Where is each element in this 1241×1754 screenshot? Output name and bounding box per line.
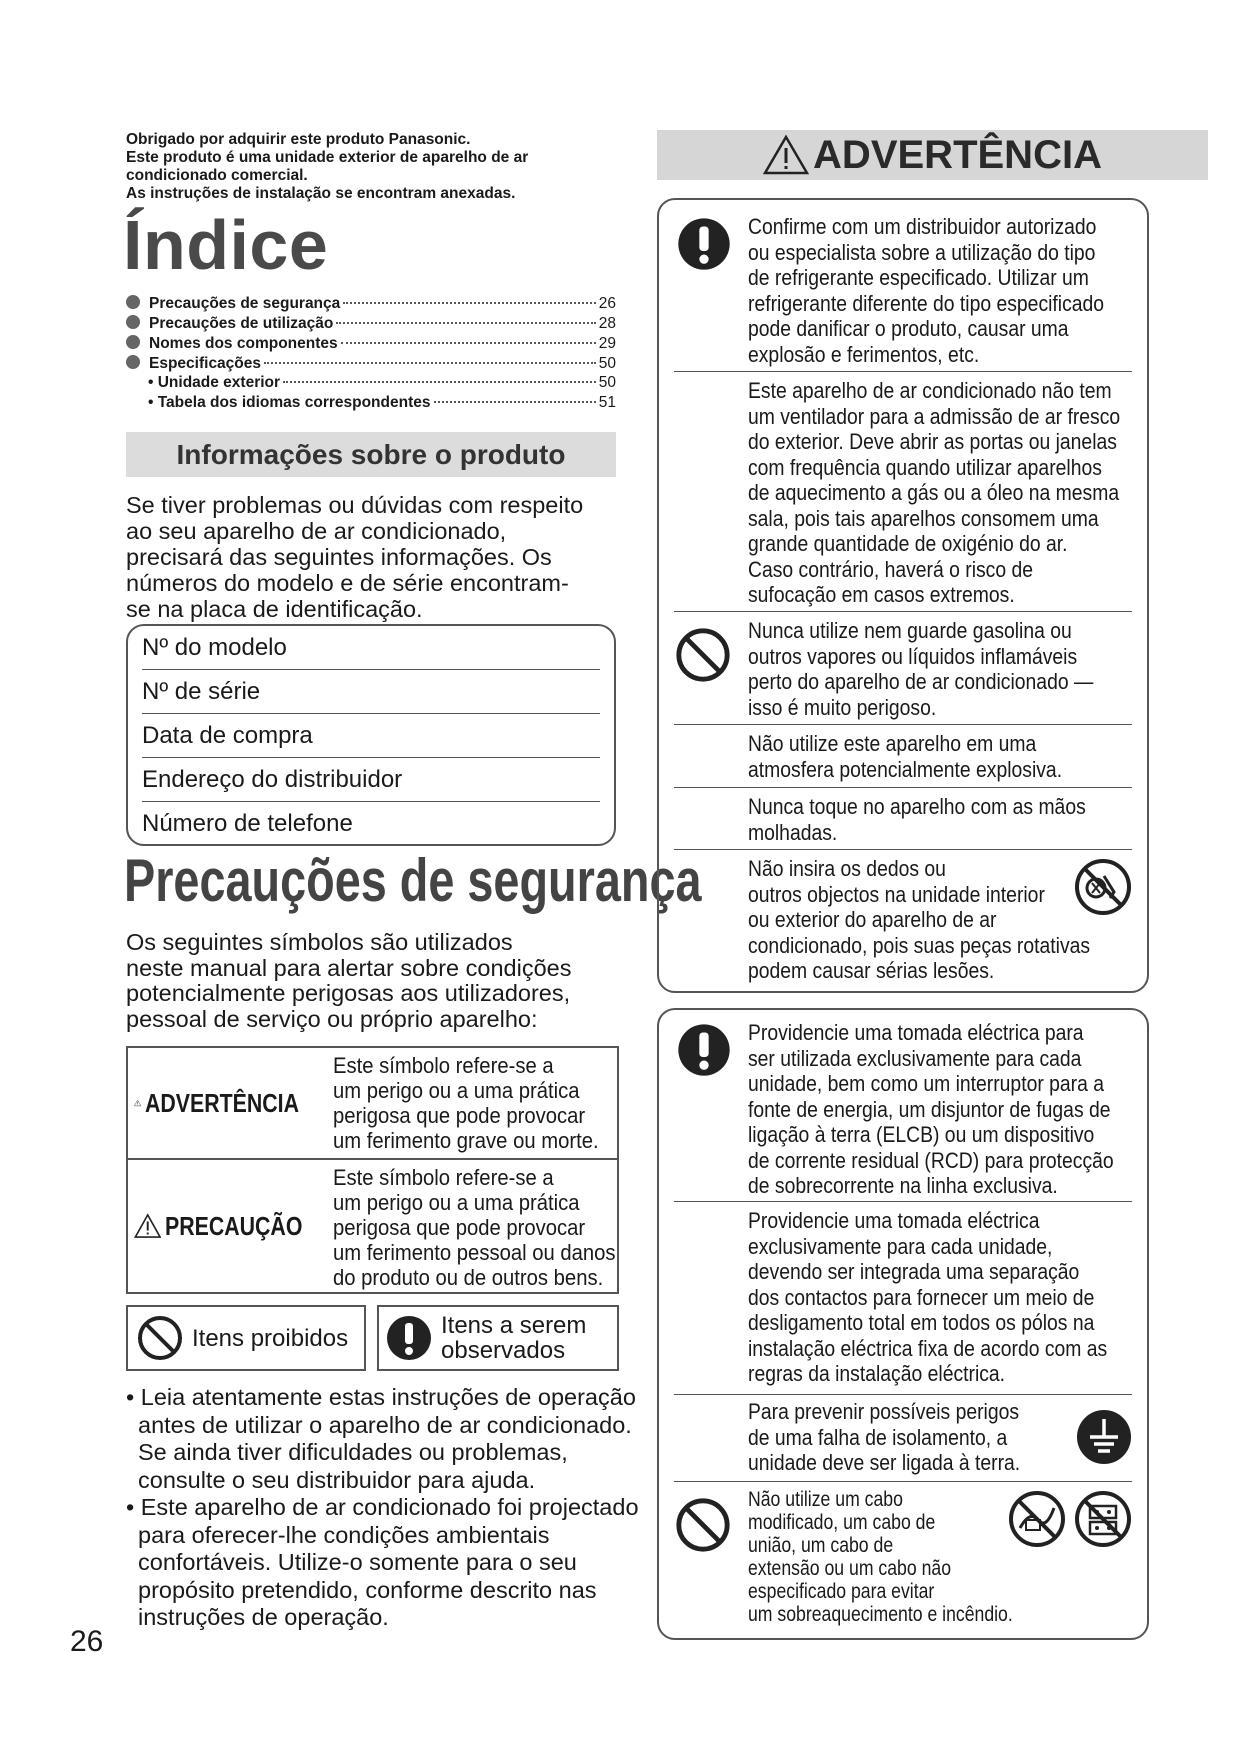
text-line: Não utilize este aparelho em uma (748, 731, 1037, 756)
text-line: fonte de energia, um disjuntor de fugas de (748, 1096, 1111, 1122)
text-line: ou especialista sobre a utilização do tipo (748, 239, 1096, 265)
bullet-item (126, 1384, 646, 1494)
text-line: Confirme com um distribuidor autorizado (748, 214, 1097, 239)
text-line: grande quantidade de oxigénio do ar. (748, 531, 1068, 556)
text-line: um perigo ou a uma prática (333, 1078, 580, 1103)
text-line: refrigerante diferente do tipo especificado (748, 290, 1105, 316)
bullet-icon (126, 295, 140, 309)
toc-label: Precauções de segurança (149, 295, 341, 312)
text-line: instalação eléctrica fixa de acordo com as (748, 1335, 1108, 1361)
bullet-item (126, 1494, 646, 1632)
toc-leader (341, 342, 596, 344)
text-line: união, um cabo de (748, 1534, 894, 1557)
prohibition-icon (136, 1314, 184, 1362)
symbol-legend-table (126, 1046, 619, 1294)
text-line: Se ainda tiver dificuldades ou problemas, (138, 1439, 568, 1465)
text-line: unidade, bem como um interruptor para a (748, 1071, 1105, 1096)
warning-item (674, 1482, 1132, 1637)
text-line: Providencie uma tomada eléctrica (748, 1208, 1040, 1233)
text-line: um ferimento grave ou morte. (333, 1128, 599, 1153)
warning-box-1 (657, 198, 1149, 993)
toc-label: Precauções de utilização (149, 315, 334, 332)
text-line: podem causar sérias lesões. (748, 958, 995, 983)
prohibition-icon (674, 626, 732, 684)
intro-line: Este produto é uma unidade exterior de aparelho de ar (126, 149, 529, 166)
text-line: neste manual para alertar sobre condições (126, 954, 572, 981)
text-line: atmosfera potencialmente explosiva. (748, 756, 1063, 782)
warning-box-2 (657, 1008, 1149, 1640)
toc-page: 50 (598, 374, 616, 391)
text-line: confortáveis. Utilize-o somente para o seu (138, 1549, 577, 1575)
warning-item (674, 1010, 1132, 1202)
safety-bullets (126, 1384, 646, 1632)
toc-leader (336, 322, 595, 324)
phone-number-field[interactable]: Número de telefone (142, 809, 353, 837)
text-line: sala, pois tais aparelhos consomem uma (748, 505, 1099, 531)
text-line: um perigo ou a uma prática (333, 1190, 580, 1215)
text-line: Nunca toque no aparelho com as mãos (748, 794, 1086, 819)
text-line: do produto ou de outros bens. (333, 1265, 604, 1290)
text-line: Este aparelho de ar condicionado não tem (748, 378, 1112, 403)
dealer-address-field[interactable]: Endereço do distribuidor (142, 758, 600, 802)
text-line: dos contactos para fornecer um meio de (748, 1284, 1095, 1310)
text-line: exclusivamente para cada unidade, (748, 1233, 1053, 1259)
toc-leader (434, 401, 596, 403)
text-line: extensão ou um cabo não (748, 1557, 952, 1580)
toc-label: Especificações (149, 355, 262, 372)
text-line: instruções de operação. (138, 1604, 389, 1630)
toc-label: • Unidade exterior (148, 374, 281, 391)
bullet-icon (126, 335, 140, 349)
text-line: Se tiver problemas ou dúvidas com respeito (126, 492, 584, 518)
warning-item (674, 1395, 1132, 1482)
text-line: com frequência quando utilizar aparelhos (748, 454, 1102, 480)
text-line: • Este aparelho de ar condicionado foi projectado (126, 1494, 639, 1520)
toc-page: 28 (598, 315, 616, 332)
text-line: isso é muito perigoso. (748, 694, 937, 720)
text-line: Este símbolo refere-se a (333, 1165, 554, 1190)
no-extension-cable-icon (1074, 1490, 1132, 1548)
page-number: 26 (70, 1625, 104, 1658)
toc-item[interactable] (126, 334, 616, 354)
toc-page: 26 (598, 295, 616, 312)
safety-intro (126, 930, 636, 1032)
text-line: para oferecer-lhe condições ambientais (138, 1521, 550, 1548)
symbol-row-caution (128, 1158, 617, 1292)
toc-leader (264, 362, 596, 364)
text-line: unidade deve ser ligada à terra. (748, 1450, 1021, 1475)
text-line: devendo ser integrada uma separação (748, 1259, 1080, 1284)
legend-label: Itens a serem (441, 1312, 587, 1339)
text-line: • Leia atentamente estas instruções de operação (126, 1384, 636, 1410)
text-line: potencialmente perigosas aos utilizadores, (126, 980, 571, 1006)
warning-item (674, 1202, 1132, 1395)
text-line: Os seguintes símbolos são utilizados (126, 929, 513, 955)
symbol-label: PRECAUÇÃO (165, 1210, 303, 1241)
symbol-row-warning (128, 1048, 617, 1158)
warning-item (674, 725, 1132, 788)
purchase-date-field[interactable]: Data de compra (142, 714, 600, 758)
bullet-icon (126, 315, 140, 329)
prohibited-legend (126, 1305, 366, 1371)
text-line: consulte o seu distribuidor para ajuda. (138, 1466, 536, 1493)
text-line: modificado, um cabo de (748, 1511, 936, 1534)
text-line: um ferimento pessoal ou danos (333, 1240, 616, 1265)
warning-item (674, 788, 1132, 850)
text-line: explosão e ferimentos, etc. (748, 341, 980, 367)
safety-title: Precauções de segurança (124, 847, 702, 914)
mandatory-icon (385, 1314, 433, 1362)
text-line: outros objectos na unidade interior (748, 881, 1045, 907)
text-line: sufocação em casos extremos. (748, 582, 1015, 607)
intro-line: As instruções de instalação se encontram anexadas. (126, 185, 516, 202)
model-number-field[interactable]: Nº do modelo (142, 626, 600, 670)
text-line: condicionado, pois suas peças rotativas (748, 932, 1091, 958)
toc-leader (343, 302, 595, 304)
text-line: molhadas. (748, 819, 838, 845)
toc-page: 51 (598, 394, 616, 411)
toc-item[interactable] (126, 294, 616, 314)
toc-item[interactable] (126, 394, 616, 414)
warning-item (674, 372, 1132, 612)
text-line: ser utilizada exclusivamente para cada (748, 1045, 1082, 1071)
text-line: pessoal de serviço ou próprio aparelho: (126, 1005, 538, 1032)
text-line: se na placa de identificação. (126, 596, 423, 622)
text-line: perto do aparelho de ar condicionado — (748, 669, 1094, 694)
warning-triangle-icon (763, 134, 809, 176)
text-line: propósito pretendido, conforme descrito nas (138, 1576, 597, 1603)
toc-label: Nomes dos componentes (149, 335, 338, 352)
text-line: desligamento total em todos os pólos na (748, 1310, 1095, 1335)
toc-item[interactable] (126, 314, 616, 334)
toc-leader (283, 381, 596, 383)
toc-item[interactable] (126, 354, 616, 374)
warning-item (674, 612, 1132, 725)
text-line: Providencie uma tomada eléctrica para (748, 1020, 1084, 1045)
text-line: perigosa que pode provocar (333, 1103, 586, 1128)
observed-legend (377, 1305, 619, 1371)
intro-line: condicionado comercial. (126, 167, 308, 184)
text-line: de uma falha de isolamento, a (748, 1424, 1008, 1450)
warning-title: ADVERTÊNCIA (813, 132, 1102, 177)
prohibition-icon (674, 1496, 732, 1554)
intro-line: Obrigado por adquirir este produto Panasonic. (126, 131, 471, 148)
text-line: de corrente residual (RCD) para protecção (748, 1147, 1114, 1173)
text-line: de sobrecorrente na linha exclusiva. (748, 1173, 1058, 1198)
table-of-contents (126, 294, 616, 414)
text-line: ao seu aparelho de ar condicionado, (126, 518, 507, 544)
text-line: antes de utilizar o aparelho de ar condicionado. (138, 1411, 632, 1438)
text-line: de refrigerante especificado. Utilizar um (748, 265, 1089, 290)
warning-heading (657, 130, 1208, 180)
text-line: um sobreaquecimento e incêndio. (748, 1603, 1013, 1626)
warning-triangle-icon (134, 1083, 141, 1123)
text-line: números do modelo e de série encontram- (126, 570, 569, 596)
text-line: Para prevenir possíveis perigos (748, 1399, 1020, 1424)
mandatory-icon (676, 216, 732, 272)
text-line: perigosa que pode provocar (333, 1215, 586, 1240)
product-info-form (126, 624, 616, 846)
text-line: Nunca utilize nem guarde gasolina ou (748, 618, 1072, 643)
text-line: do exterior. Deve abrir as portas ou janelas (748, 429, 1117, 454)
text-line: ligação à terra (ELCB) ou um dispositivo (748, 1122, 1095, 1147)
text-line: Não insira os dedos ou (748, 856, 946, 881)
index-title: Índice (123, 206, 329, 284)
warning-item (674, 850, 1132, 983)
text-line: Não utilize um cabo (748, 1488, 903, 1511)
legend-label: observados (441, 1337, 566, 1364)
warning-triangle-icon (134, 1206, 161, 1246)
text-line: de aquecimento a gás ou a óleo na mesma (748, 480, 1120, 505)
no-fingers-fan-icon (1074, 858, 1132, 916)
toc-item[interactable] (126, 374, 616, 394)
toc-page: 50 (598, 355, 616, 372)
text-line: outros vapores ou líquidos inflamáveis (748, 643, 1078, 669)
text-line: regras da instalação eléctrica. (748, 1361, 1006, 1386)
text-line: especificado para evitar (748, 1580, 935, 1603)
text-line: Caso contrário, haverá o risco de (748, 556, 1034, 582)
toc-label: • Tabela dos idiomas correspondentes (148, 394, 431, 411)
toc-page: 29 (598, 335, 616, 352)
serial-number-field[interactable]: Nº de série (142, 670, 600, 714)
text-line: ou exterior do aparelho de ar (748, 907, 997, 932)
warning-item (674, 200, 1132, 372)
text-line: precisará das seguintes informações. Os (126, 544, 552, 570)
text-line: um ventilador para a admissão de ar fresco (748, 403, 1121, 429)
product-info-text (126, 492, 626, 622)
text-line: Este símbolo refere-se a (333, 1053, 554, 1078)
product-info-heading: Informações sobre o produto (126, 432, 616, 477)
text-line: pode danificar o produto, causar uma (748, 316, 1069, 341)
ground-icon (1076, 1409, 1132, 1465)
bullet-icon (126, 355, 140, 369)
mandatory-icon (676, 1022, 732, 1078)
intro-text (126, 131, 606, 203)
legend-label: Itens proibidos (192, 1324, 349, 1352)
symbol-label: ADVERTÊNCIA (145, 1087, 300, 1118)
